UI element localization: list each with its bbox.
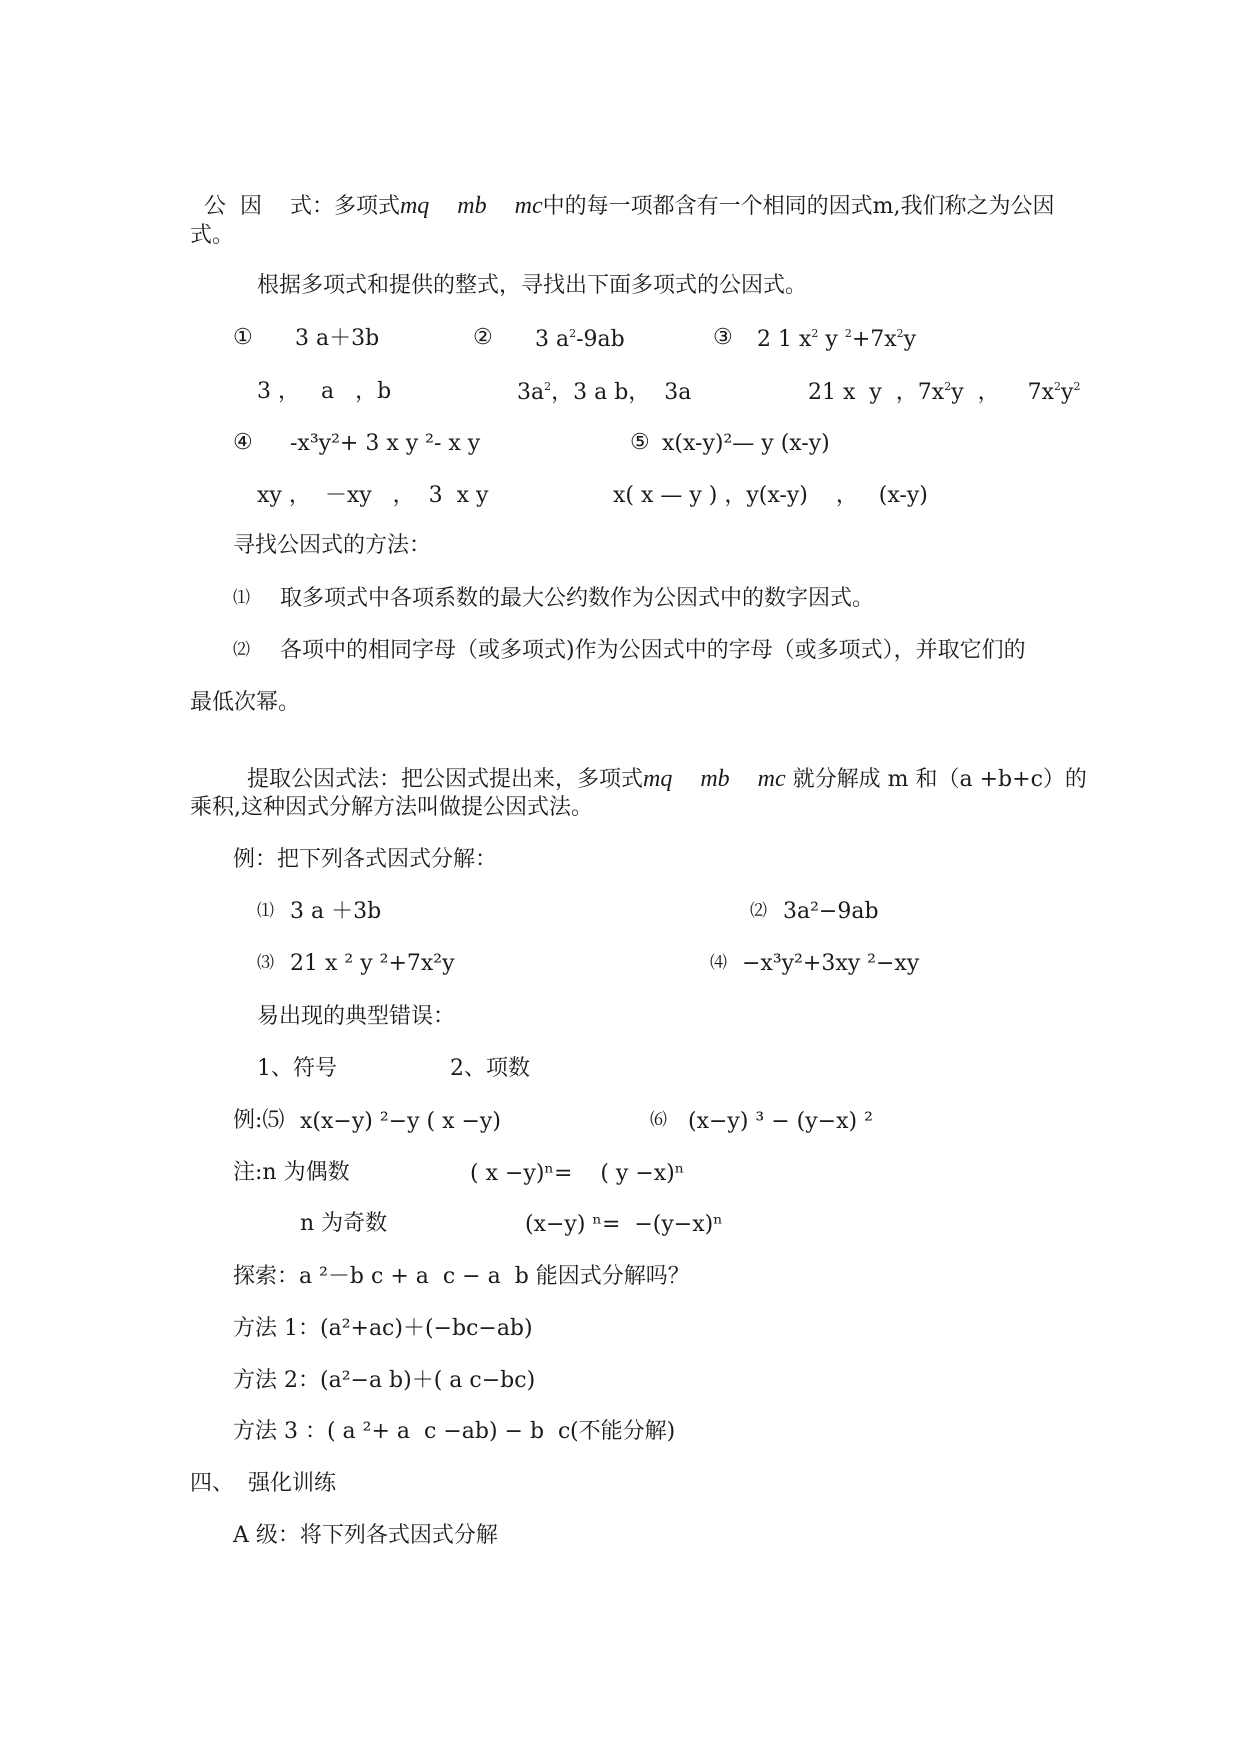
example-title: 例：把下列各式因式分解：: [233, 847, 498, 872]
definition-label: 公 因 式：多项式: [204, 194, 400, 219]
method-option-3: 方法 3 ：( a ²+ a c −ab) − b c: [233, 1419, 571, 1444]
problem-2-expr: 3 $a^2-9ab$: [535, 327, 625, 352]
example-4-number: ⑷: [710, 953, 727, 973]
method-2-text: 各项中的相同字母（或多项式)作为公因式中的字母（或多项式），并取它们的: [280, 638, 1026, 663]
term-mb: mb: [457, 193, 487, 219]
intro-text: 根据多项式和提供的整式，寻找出下面多项式的公因式。: [257, 273, 808, 298]
term-mc: mc: [514, 193, 543, 219]
example-3-expr: 21 x ² y ²+7x²y: [290, 951, 455, 976]
method-title: 寻找公因式的方法：: [233, 533, 432, 558]
note-odd-expr: (x−y) ⁿ= −(y−x)ⁿ: [525, 1212, 723, 1237]
definition-rest: 中的每一项都含有一个相同的因式m,我们称之为公因: [542, 194, 1055, 219]
problem-2-candidates: $3a^2$，3 a b， 3a: [517, 380, 692, 405]
method-2-number: ⑵: [233, 640, 250, 660]
problem-4-expr: -x³y²+ 3 x y ²- x y: [290, 431, 481, 456]
errors-title: 易出现的典型错误：: [257, 1004, 456, 1029]
extract-line2: 乘积,这种因式分解方法叫做提公因式法。: [190, 795, 593, 820]
extract-line: 提取公因式法：把公因式提出来，多项式mq mb mc 就分解成 m 和（a +b+c）的: [247, 766, 1087, 792]
term-mq: mq: [643, 766, 673, 792]
method-option-2: 方法 2：(a²−a b)＋( a c−bc): [233, 1368, 536, 1393]
example-1-expr: 3 a ＋3b: [290, 899, 382, 924]
example-2-expr: 3a²−9ab: [783, 899, 879, 924]
problem-3-expr: 2 1 $x^2$ y $^2+7x^2y$: [757, 327, 917, 352]
problem-3-number: ③: [713, 325, 733, 350]
problem-5-candidates: x( x — y ) ，y(x-y) ， (x-y): [613, 483, 928, 508]
method-option-3-note: (不能分解): [570, 1419, 676, 1444]
explore-question: 探索：a ²－b c + a c − a b 能因式分解吗？: [233, 1264, 690, 1289]
example-2-number: ⑵: [750, 901, 767, 921]
note-odd-label: n 为奇数: [300, 1211, 388, 1236]
problem-3-candidates: 21 x y ，$7x^2y$ ， $7x^2y^2$: [808, 380, 1081, 405]
problem-1-candidates: 3 ， a ，b: [257, 379, 392, 404]
definition-line: [190, 172, 1054, 218]
definition-line2: 式。: [190, 223, 235, 248]
method-2-line2: 最低次幂。: [190, 690, 301, 715]
example-6-number: ⑹: [650, 1110, 667, 1130]
section-heading: 四、 强化训练: [190, 1471, 336, 1496]
example-4-expr: −x³y²+3xy ²−xy: [742, 951, 920, 976]
term-mq: mq: [399, 193, 430, 219]
problem-2-number: ②: [473, 325, 493, 350]
problem-5-number: ⑤: [630, 430, 650, 455]
problem-1-number: ①: [233, 325, 253, 350]
example-5-expr: x(x−y) ²−y ( x −y): [300, 1109, 501, 1134]
example-5-label: 例:⑸: [233, 1108, 285, 1133]
example-6-expr: (x−y) ³ − (y−x) ²: [688, 1109, 873, 1134]
problem-1-expr: 3 a＋3b: [295, 326, 380, 351]
term-mc: mc: [757, 766, 786, 792]
term-mb: mb: [700, 766, 730, 792]
example-3-number: ⑶: [257, 953, 274, 973]
error-1: 1、符号: [257, 1056, 337, 1081]
error-2: 2、项数: [450, 1056, 530, 1081]
level-a-heading: A 级：将下列各式因式分解: [233, 1523, 498, 1548]
example-1-number: ⑴: [257, 901, 274, 921]
method-1-number: ⑴: [233, 588, 250, 608]
problem-4-number: ④: [233, 430, 253, 455]
note-even-label: 注:n 为偶数: [233, 1160, 350, 1185]
method-option-1: 方法 1：(a²+ac)＋(−bc−ab): [233, 1316, 533, 1341]
problem-5-expr: x(x-y)²— y (x-y): [662, 431, 830, 456]
problem-4-candidates: xy ， －xy ， 3 x y: [257, 483, 489, 508]
note-even-expr: ( x −y)ⁿ= ( y −x)ⁿ: [470, 1161, 685, 1186]
method-1-text: 取多项式中各项系数的最大公约数作为公因式中的数字因式。: [280, 586, 875, 611]
